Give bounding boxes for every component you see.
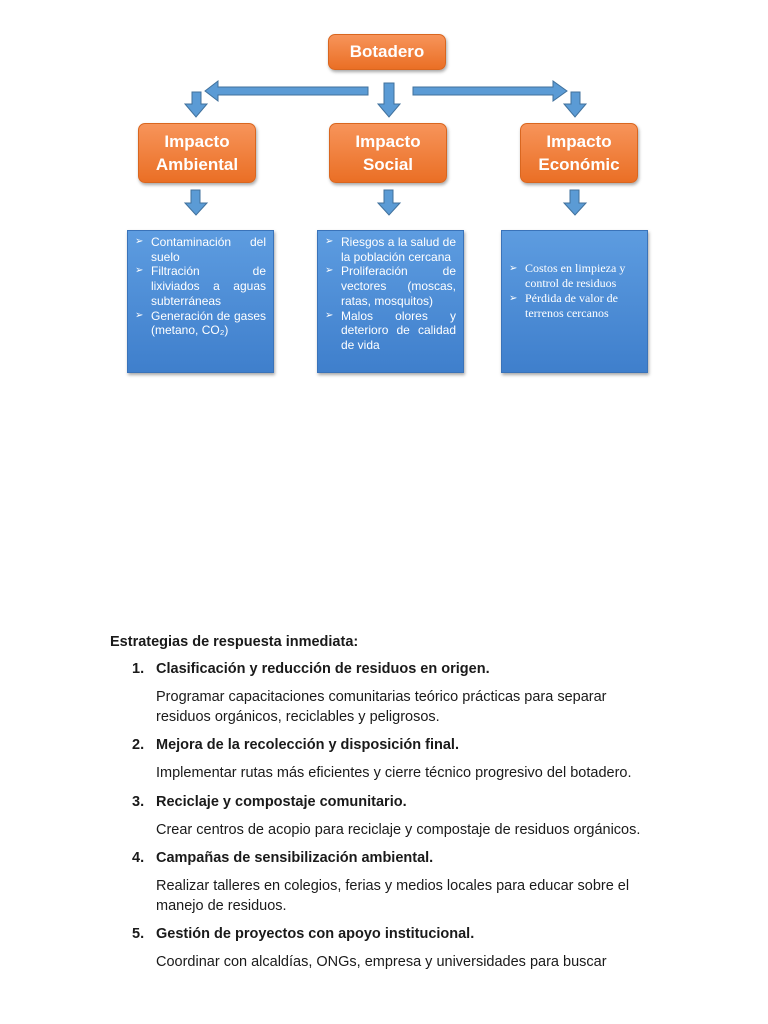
root-box xyxy=(328,34,446,70)
impact-diagram xyxy=(0,0,768,390)
category-box-ambiental xyxy=(138,123,256,183)
detail-box-ambiental xyxy=(127,230,274,373)
list-item xyxy=(110,850,655,916)
item-number: 3. xyxy=(132,793,145,810)
arrow-down-social xyxy=(378,190,400,215)
item-title: Mejora de la recolección y disposición final. xyxy=(156,737,459,753)
item-number: 5. xyxy=(132,926,145,942)
category-label-line2: Económic xyxy=(538,155,620,174)
list-item xyxy=(110,926,655,973)
item-description: Programar capacitaciones comunitarias teórico prácticas para separar residuos orgánicos, reciclables y peligrosos. xyxy=(156,689,607,725)
category-label-line1: Impacto xyxy=(164,132,230,151)
item-description: Realizar talleres en colegios, ferias y medios locales para educar sobre el manejo de residuos. xyxy=(156,878,630,914)
detail-box-economico xyxy=(501,230,648,373)
detail-item: ➢ Malos olores y deterioro de calidad de vida xyxy=(325,309,456,353)
item-title: Gestión de proyectos con apoyo institucional. xyxy=(156,926,475,942)
strategies-section xyxy=(110,634,655,983)
detail-box-social xyxy=(317,230,464,373)
item-title: Reciclaje y compostaje comunitario. xyxy=(156,793,407,810)
strategies-list xyxy=(110,661,655,973)
item-number: 1. xyxy=(132,661,145,677)
arrow-down-right xyxy=(564,92,586,117)
detail-item: ➢ Pérdida de valor de terrenos cercanos xyxy=(509,291,640,321)
list-item xyxy=(110,794,655,841)
arrow-down-center xyxy=(378,83,400,117)
item-number: 2. xyxy=(132,737,145,753)
detail-item: ➢ Generación de gases (metano, CO₂) xyxy=(135,309,266,338)
item-description: Coordinar con alcaldías, ONGs, empresa y universidades para buscar xyxy=(156,954,607,970)
item-description: Crear centros de acopio para reciclaje y compostaje de residuos orgánicos. xyxy=(156,821,641,838)
root-label: Botadero xyxy=(349,42,425,61)
list-item xyxy=(110,737,655,784)
category-label-line2: Social xyxy=(362,155,414,174)
item-number: 4. xyxy=(132,850,145,866)
category-box-economico xyxy=(520,123,638,183)
detail-item: ➢ Proliferación de vectores (moscas, ratas, mosquitos) xyxy=(325,264,456,308)
detail-item: ➢ Filtración de lixiviados a aguas subterráneas xyxy=(135,264,266,308)
item-title: Clasificación y reducción de residuos en origen. xyxy=(156,661,490,677)
item-title: Campañas de sensibilización ambiental. xyxy=(156,850,434,866)
category-label-line2: Ambiental xyxy=(155,155,239,174)
detail-item: ➢ Riesgos a la salud de la población cercana xyxy=(325,235,456,264)
arrow-right xyxy=(413,81,567,101)
arrow-down-left xyxy=(185,92,207,117)
list-item xyxy=(110,661,655,727)
arrow-down-ambiental xyxy=(185,190,207,215)
detail-item: ➢ Costos en limpieza y control de residuos xyxy=(509,261,640,291)
category-label-line1: Impacto xyxy=(355,132,421,151)
category-box-social xyxy=(329,123,447,183)
arrow-down-economico xyxy=(564,190,586,215)
arrow-left xyxy=(205,81,368,101)
detail-item: ➢ Contaminación del suelo xyxy=(135,235,266,264)
section-heading: Estrategias de respuesta inmediata: xyxy=(110,634,359,650)
category-label-line1: Impacto xyxy=(546,132,612,151)
item-description: Implementar rutas más eficientes y cierre técnico progresivo del botadero. xyxy=(156,765,632,781)
